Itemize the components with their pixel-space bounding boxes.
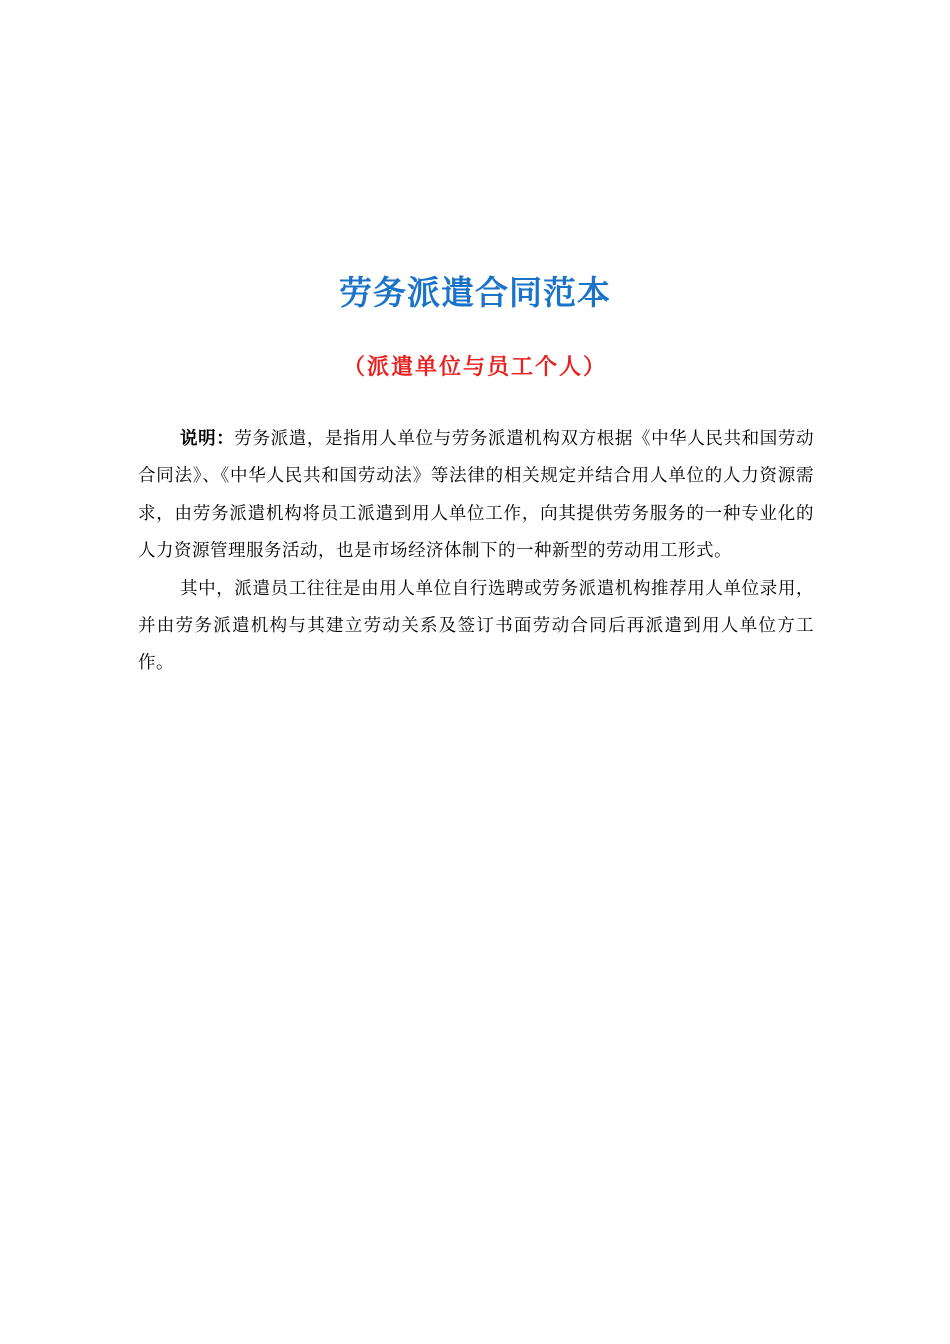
paragraph-description <box>138 421 814 571</box>
description-text: 劳务派遣，是指用人单位与劳务派遣机构双方根据《中华人民共和国劳动合同法》、《中华人民共和国劳动法》等法律的相关规定并结合用人单位的人力资源需求，由劳务派遣机构将员工派遣到用人单位工作，向其提供劳务服务的一种专业化的人力资源管理服务活动，也是市场经济体制下的一种新型的劳动用工形式。 <box>138 429 815 562</box>
document-body <box>138 421 814 683</box>
document-subtitle: （派遣单位与员工个人） <box>342 354 607 380</box>
paragraph-detail <box>138 571 814 683</box>
description-label: 说明： <box>180 429 235 449</box>
detail-text: 其中，派遣员工往往是由用人单位自行选聘或劳务派遣机构推荐用人单位录用，并由劳务派遣机构与其建立劳动关系及签订书面劳动合同后再派遣到用人单位方工作。 <box>138 578 814 674</box>
document-title: 劳务派遣合同范本 <box>339 273 611 312</box>
